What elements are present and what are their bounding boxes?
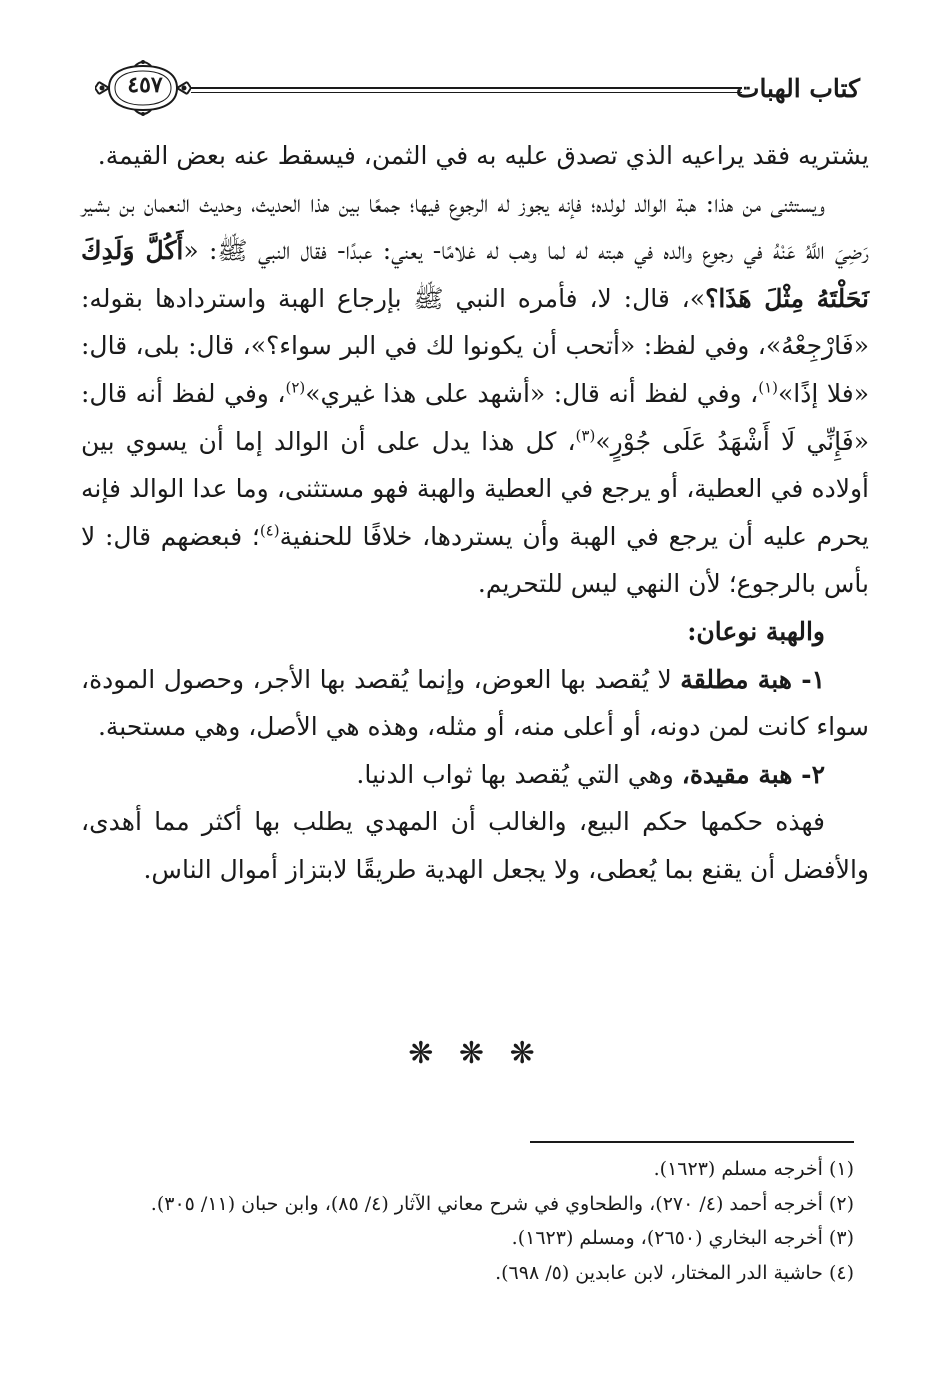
- paragraph-conclusion: فهذه حكمها حكم البيع، والغالب أن المهدي يطلب بها أكثر مما أهدى، والأفضل أن يقنع بما يُعطى، ولا يجعل الهدية طريقًا لابتزاز أموال الناس.: [81, 807, 869, 884]
- section-heading: والهبة نوعان:: [687, 616, 825, 646]
- footnote-separator: [530, 1141, 854, 1143]
- section-end-ornament: ❋ ❋ ❋: [408, 1036, 543, 1071]
- header-rule: [191, 87, 742, 89]
- text-segment: ، وفي لفظ أنه قال: «أشهد على هذا غيري»: [305, 378, 759, 408]
- text-segment: »، قال: لا، فأمره النبي ﷺ بإرجاع الهبة واستردادها بقوله: «: [81, 283, 869, 361]
- footnote-1: (١) أخرجه مسلم (١٦٢٣).: [653, 1158, 854, 1180]
- hadith-quote: فَارْجِعْهُ: [781, 331, 854, 361]
- list-item-text: لا يُقصد بها العوض، وإنما يُقصد بها الأجر، وحصول المودة، سواء كانت لمن دونه، أو أعلى منه، أو مثله، وهذه هي الأصل، وهي مستحبة.: [81, 664, 869, 742]
- list-item-text: وهي التي يُقصد بها ثواب الدنيا.: [356, 759, 682, 789]
- main-text: [81, 132, 869, 894]
- footnote-4: (٤) حاشية الدر المختار، لابن عابدين (٥/ ٦٩٨).: [495, 1261, 854, 1284]
- page-number: ٤٥٧: [127, 72, 163, 98]
- running-header: [95, 58, 860, 118]
- text-segment: ويستثنى من هذا: هبة الوالد لولده؛ فإنه يجوز له الرجوع فيها؛ جمعًا بين هذا الحديث، وحديث النعمان بن بشير رَضِيَ اللَّهُ عَنْهُ في رجوع والده في هبته له لما وهب له غلامًا- يعني: عبدًا- فقال النبي ﷺ: «: [81, 188, 870, 266]
- footnote-ref-3[interactable]: (٣): [575, 426, 596, 445]
- page-number-frame: [95, 58, 191, 118]
- hadith-quote: أَكُلَّ وَلَدِكَ نَحَلْتَهُ مِثْلَ هَذَا؟: [81, 236, 869, 313]
- footnotes: [94, 1152, 854, 1290]
- footnote-3: (٣) أخرجه البخاري (٢٦٥٠)، ومسلم (١٦٢٣).: [511, 1227, 854, 1249]
- footnote-2: (٢) أخرجه أحمد (٤/ ٢٧٠)، والطحاوي في شرح معاني الآثار (٤/ ٨٥)، وابن حبان (١١/ ٣٠٥).: [150, 1192, 854, 1215]
- list-item-label: ٢- هبة مقيدة،: [681, 759, 825, 789]
- text-segment: ؛ فبعضهم قال: لا بأس بالرجوع؛ لأن النهي ليس للتحريم.: [81, 521, 869, 599]
- footnote-ref-2[interactable]: (٢): [285, 378, 306, 397]
- paragraph-continuation: يشتريه فقد يراعيه الذي تصدق عليه به في الثمن، فيسقط عنه بعض القيمة.: [97, 141, 869, 170]
- list-item-1: [81, 656, 869, 751]
- text-segment: »، وفي لفظ: «أتحب أن يكونوا لك في البر سواء؟»، قال: بلى، قال: «فلا إذًا»: [81, 331, 869, 408]
- text-segment: ، وفي لفظ أنه قال: «فَإِنِّي لَا أَشْهَدُ عَلَى جُوْرٍ»: [81, 378, 869, 456]
- paragraph-exception: [81, 180, 869, 608]
- footnote-ref-4[interactable]: (٤): [259, 521, 280, 540]
- text-segment: ، كل هذا يدل على أن الوالد إما أن يسوي بين أولاده في العطية، أو يرجع في العطية والهبة فهو مستثنى، وما عدا الوالد فإنه يحرم عليه أن يرجع في الهبة وأن يستردها، خلافًا للحنفية: [81, 426, 869, 551]
- list-item-2: [81, 751, 869, 799]
- footnote-ref-1[interactable]: (١): [758, 378, 778, 397]
- list-item-label: ١- هبة مطلقة: [680, 664, 826, 694]
- chapter-title: كتاب الهبات: [735, 74, 860, 103]
